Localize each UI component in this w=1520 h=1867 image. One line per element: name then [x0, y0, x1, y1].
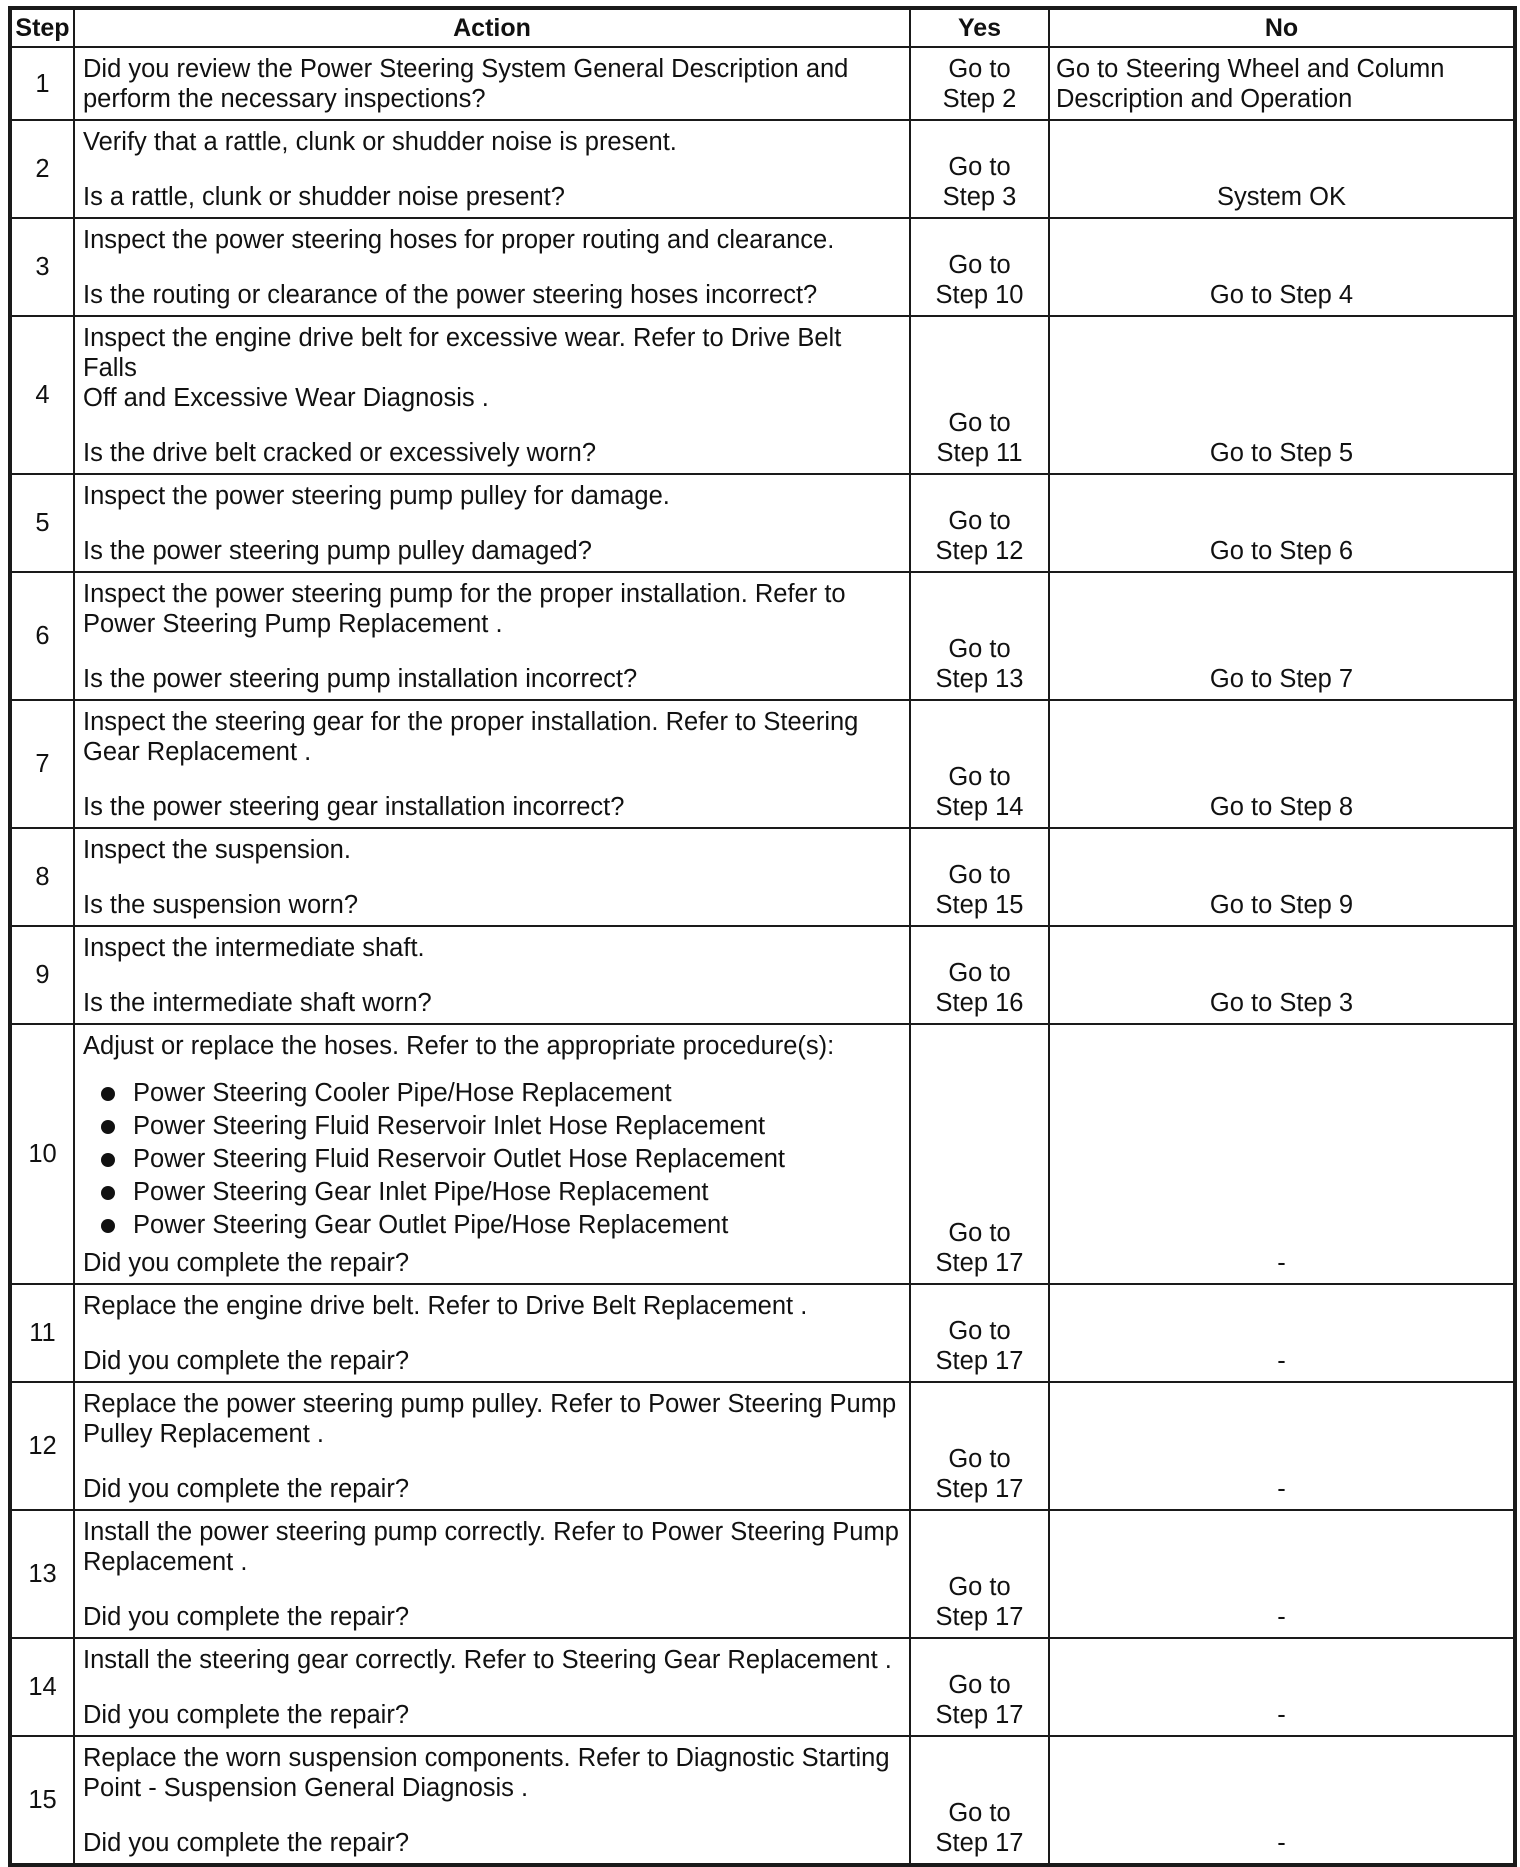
header-action: Action [74, 8, 910, 47]
question-text: Did you complete the repair? [83, 1475, 410, 1503]
no-cell [1049, 1382, 1515, 1510]
no-cell [1049, 47, 1515, 120]
no-cell [1049, 828, 1515, 926]
yes-result: Go to [948, 1445, 1011, 1473]
action-cell [74, 1638, 910, 1736]
step-number: 10 [10, 1024, 74, 1284]
step-number: 5 [10, 474, 74, 572]
no-result: Go to Step 6 [1209, 537, 1354, 565]
table-row [10, 218, 1515, 316]
no-result: - [1277, 1603, 1286, 1631]
yes-cell [910, 926, 1049, 1024]
no-cell [1049, 1638, 1515, 1736]
bullet-icon [101, 1153, 115, 1167]
procedure-list-item [101, 1176, 901, 1209]
yes-result: Step 15 [935, 891, 1024, 919]
step-number: 13 [10, 1510, 74, 1638]
no-result: System OK [1217, 183, 1346, 211]
no-result: Go to Steering Wheel and Column [1056, 55, 1445, 83]
action-text: Gear Replacement . [83, 738, 312, 766]
action-text: Inspect the suspension. [83, 836, 351, 864]
procedure-list-item [101, 1077, 901, 1110]
header-step: Step [10, 8, 74, 47]
yes-result: Go to [948, 1671, 1011, 1699]
procedure-link-text: Power Steering Cooler Pipe/Hose Replacement [133, 1079, 672, 1107]
yes-result: Step 2 [942, 85, 1017, 113]
yes-cell [910, 218, 1049, 316]
no-result: Go to Step 7 [1209, 665, 1354, 693]
action-cell [74, 828, 910, 926]
step-number: 12 [10, 1382, 74, 1510]
procedure-link-text: Power Steering Fluid Reservoir Outlet Hose Replacement [133, 1145, 785, 1173]
table-row [10, 700, 1515, 828]
yes-result: Go to [948, 959, 1011, 987]
action-text: Point - Suspension General Diagnosis . [83, 1774, 529, 1802]
yes-result: Go to [948, 1219, 1011, 1247]
no-cell [1049, 1024, 1515, 1284]
yes-result: Step 16 [935, 989, 1024, 1017]
action-text: Inspect the engine drive belt for excessive wear. Refer to Drive Belt Falls [83, 324, 842, 382]
yes-cell [910, 1382, 1049, 1510]
no-result: - [1277, 1249, 1286, 1277]
yes-result: Go to [948, 861, 1011, 889]
yes-cell [910, 700, 1049, 828]
step-number: 7 [10, 700, 74, 828]
table-header-row [10, 8, 1515, 47]
question-text: Is the power steering gear installation incorrect? [83, 793, 625, 821]
no-result: - [1277, 1475, 1286, 1503]
action-cell [74, 316, 910, 474]
action-text: Replace the power steering pump pulley. Refer to Power Steering Pump [83, 1390, 897, 1418]
action-cell [74, 1284, 910, 1382]
action-cell [74, 1510, 910, 1638]
step-number: 11 [10, 1284, 74, 1382]
question-text: Is the power steering pump pulley damaged? [83, 537, 592, 565]
action-text: Off and Excessive Wear Diagnosis . [83, 384, 489, 412]
step-number: 3 [10, 218, 74, 316]
no-cell [1049, 926, 1515, 1024]
no-cell [1049, 218, 1515, 316]
action-text: Install the power steering pump correctly. Refer to Power Steering Pump [83, 1518, 899, 1546]
action-text: Replace the engine drive belt. Refer to Drive Belt Replacement . [83, 1292, 808, 1320]
action-cell [74, 926, 910, 1024]
header-no: No [1049, 8, 1515, 47]
action-text: Adjust or replace the hoses. Refer to the appropriate procedure(s): [83, 1032, 835, 1060]
bullet-icon [101, 1186, 115, 1200]
table-body [10, 47, 1515, 1865]
yes-result: Step 12 [935, 537, 1024, 565]
question-text: Is the suspension worn? [83, 891, 358, 919]
yes-cell [910, 120, 1049, 218]
table-row [10, 1638, 1515, 1736]
table-row [10, 828, 1515, 926]
table-row [10, 1510, 1515, 1638]
no-result: Go to Step 5 [1209, 439, 1354, 467]
yes-result: Go to [948, 635, 1011, 663]
yes-cell [910, 1510, 1049, 1638]
action-text: Inspect the steering gear for the proper installation. Refer to Steering [83, 708, 859, 736]
yes-result: Go to [948, 1317, 1011, 1345]
no-cell [1049, 572, 1515, 700]
diagnostic-table [8, 6, 1517, 1867]
action-text: Replacement . [83, 1548, 248, 1576]
yes-cell [910, 474, 1049, 572]
yes-result: Go to [948, 409, 1011, 437]
action-text: perform the necessary inspections? [83, 85, 486, 113]
table-row [10, 316, 1515, 474]
action-cell [74, 218, 910, 316]
yes-result: Go to [948, 1799, 1011, 1827]
action-cell [74, 1024, 910, 1284]
yes-cell [910, 1638, 1049, 1736]
no-result: - [1277, 1347, 1286, 1375]
no-cell [1049, 474, 1515, 572]
yes-result: Go to [948, 153, 1011, 181]
step-number: 15 [10, 1736, 74, 1865]
yes-cell [910, 1284, 1049, 1382]
no-cell [1049, 316, 1515, 474]
yes-result: Step 13 [935, 665, 1024, 693]
yes-result: Step 17 [935, 1249, 1024, 1277]
yes-result: Go to [948, 251, 1011, 279]
action-cell [74, 700, 910, 828]
action-text: Inspect the power steering pump pulley for damage. [83, 482, 670, 510]
table-row [10, 572, 1515, 700]
step-number: 4 [10, 316, 74, 474]
table-row [10, 474, 1515, 572]
step-number: 9 [10, 926, 74, 1024]
yes-result: Step 17 [935, 1347, 1024, 1375]
procedure-list [83, 1077, 901, 1242]
no-cell [1049, 1284, 1515, 1382]
question-text: Is the routing or clearance of the power steering hoses incorrect? [83, 281, 818, 309]
action-text: Replace the worn suspension components. Refer to Diagnostic Starting [83, 1744, 890, 1772]
procedure-list-item [101, 1143, 901, 1176]
table-row [10, 1024, 1515, 1284]
question-text: Did you complete the repair? [83, 1701, 410, 1729]
procedure-list-item [101, 1110, 901, 1143]
action-text: Install the steering gear correctly. Refer to Steering Gear Replacement . [83, 1646, 892, 1674]
question-text: Is the intermediate shaft worn? [83, 989, 432, 1017]
question-text: Is a rattle, clunk or shudder noise present? [83, 183, 565, 211]
step-number: 1 [10, 47, 74, 120]
yes-cell [910, 572, 1049, 700]
no-result: - [1277, 1829, 1286, 1857]
question-text: Is the power steering pump installation incorrect? [83, 665, 638, 693]
table-row [10, 1736, 1515, 1865]
question-text: Did you complete the repair? [83, 1347, 410, 1375]
no-result: - [1277, 1701, 1286, 1729]
procedure-list-item [101, 1209, 901, 1242]
action-cell [74, 1382, 910, 1510]
question-text: Did you complete the repair? [83, 1829, 410, 1857]
table-row [10, 120, 1515, 218]
action-text: Did you review the Power Steering System General Description and [83, 55, 849, 83]
no-cell [1049, 700, 1515, 828]
action-cell [74, 120, 910, 218]
no-result: Go to Step 8 [1209, 793, 1354, 821]
no-result: Go to Step 9 [1209, 891, 1354, 919]
procedure-link-text: Power Steering Gear Outlet Pipe/Hose Replacement [133, 1211, 729, 1239]
bullet-icon [101, 1219, 115, 1233]
action-cell [74, 474, 910, 572]
header-yes: Yes [910, 8, 1049, 47]
action-text: Verify that a rattle, clunk or shudder noise is present. [83, 128, 677, 156]
procedure-link-text: Power Steering Gear Inlet Pipe/Hose Replacement [133, 1178, 709, 1206]
yes-cell [910, 1736, 1049, 1865]
table-row [10, 926, 1515, 1024]
yes-cell [910, 47, 1049, 120]
no-cell [1049, 1736, 1515, 1865]
yes-result: Step 14 [935, 793, 1024, 821]
yes-result: Step 17 [935, 1475, 1024, 1503]
question-text: Did you complete the repair? [83, 1249, 410, 1277]
yes-result: Step 17 [935, 1701, 1024, 1729]
action-text: Inspect the intermediate shaft. [83, 934, 425, 962]
yes-result: Step 3 [942, 183, 1017, 211]
procedure-link-text: Power Steering Fluid Reservoir Inlet Hose Replacement [133, 1112, 766, 1140]
table-row [10, 47, 1515, 120]
action-text: Inspect the power steering hoses for proper routing and clearance. [83, 226, 835, 254]
action-cell [74, 47, 910, 120]
step-number: 14 [10, 1638, 74, 1736]
yes-result: Go to [948, 507, 1011, 535]
action-text: Pulley Replacement . [83, 1420, 324, 1448]
yes-result: Step 17 [935, 1829, 1024, 1857]
yes-result: Step 11 [936, 439, 1023, 467]
yes-cell [910, 316, 1049, 474]
step-number: 2 [10, 120, 74, 218]
yes-result: Step 17 [935, 1603, 1024, 1631]
yes-cell [910, 1024, 1049, 1284]
yes-result: Go to [948, 1573, 1011, 1601]
no-cell [1049, 120, 1515, 218]
action-cell [74, 1736, 910, 1865]
no-result: Description and Operation [1056, 85, 1353, 113]
no-result: Go to Step 4 [1209, 281, 1354, 309]
question-text: Is the drive belt cracked or excessively worn? [83, 439, 597, 467]
question-text: Did you complete the repair? [83, 1603, 410, 1631]
yes-result: Step 10 [935, 281, 1024, 309]
no-cell [1049, 1510, 1515, 1638]
table-row [10, 1284, 1515, 1382]
no-result: Go to Step 3 [1209, 989, 1354, 1017]
yes-result: Go to [948, 55, 1011, 83]
diagnostic-table-container [8, 6, 1513, 1867]
action-text: Inspect the power steering pump for the proper installation. Refer to [83, 580, 846, 608]
action-cell [74, 572, 910, 700]
step-number: 8 [10, 828, 74, 926]
table-row [10, 1382, 1515, 1510]
bullet-icon [101, 1120, 115, 1134]
action-text: Power Steering Pump Replacement . [83, 610, 503, 638]
step-number: 6 [10, 572, 74, 700]
yes-cell [910, 828, 1049, 926]
bullet-icon [101, 1087, 115, 1101]
yes-result: Go to [948, 763, 1011, 791]
